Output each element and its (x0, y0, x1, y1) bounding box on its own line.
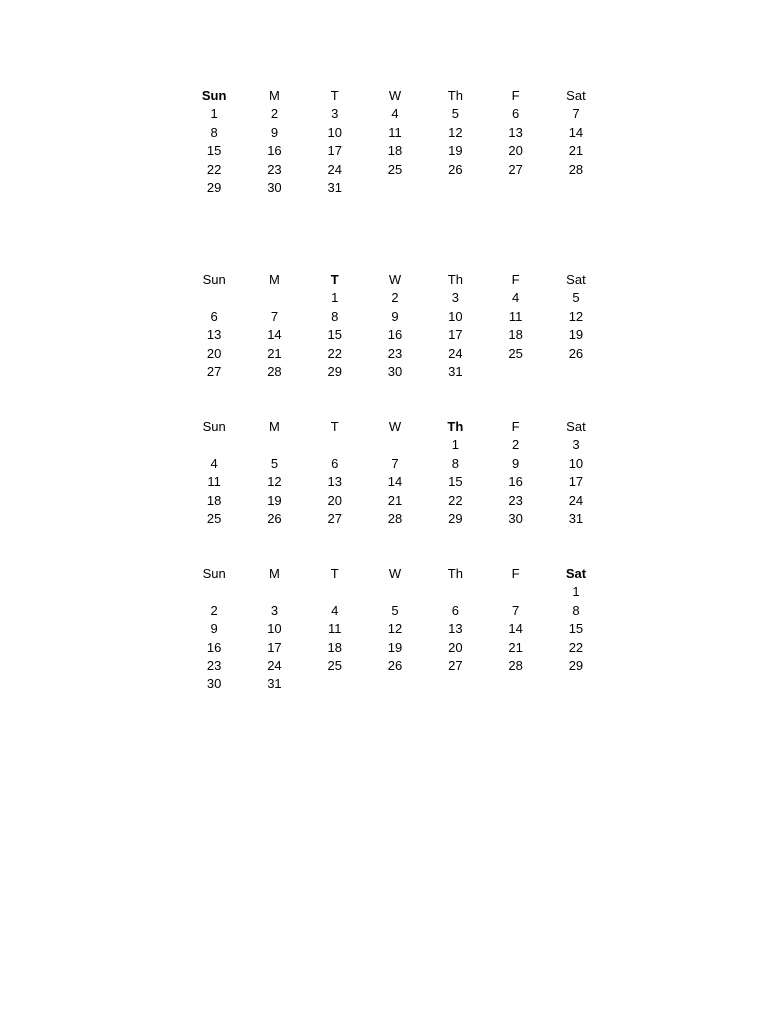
day-cell: 22 (327, 345, 342, 361)
day-cell: 7 (391, 455, 399, 471)
day-cell: 23 (508, 492, 523, 508)
day-cell (485, 179, 545, 197)
day-cell: 14 (568, 124, 584, 140)
day-cell (546, 363, 606, 381)
day-cell: 19 (387, 639, 403, 655)
day-cell: 23 (267, 161, 282, 177)
weekday-label: F (511, 566, 520, 581)
weekday-label: T (330, 272, 339, 287)
day-cell: 5 (391, 602, 399, 618)
day-cell: 18 (327, 639, 342, 655)
day-cell: 4 (512, 290, 520, 306)
day-cell: 30 (387, 363, 403, 379)
weekday-label: T (330, 88, 339, 103)
day-cell: 27 (448, 657, 463, 673)
month-calendar (184, 87, 606, 197)
day-cell: 12 (448, 124, 463, 140)
day-cell: 27 (206, 363, 222, 379)
day-cell: 1 (572, 584, 580, 600)
day-cell: 13 (327, 474, 342, 490)
day-cell: 6 (331, 455, 339, 471)
weekday-label: Sat (565, 566, 587, 581)
day-cell: 19 (448, 143, 463, 159)
week-row (184, 675, 606, 693)
day-cell: 24 (267, 657, 282, 673)
weekday-header-row (184, 87, 606, 105)
week-row (184, 455, 606, 473)
day-cell: 24 (448, 345, 463, 361)
day-cell: 8 (331, 308, 339, 324)
day-cell: 22 (206, 161, 222, 177)
day-cell: 23 (206, 657, 222, 673)
day-cell (305, 675, 365, 693)
month-calendar (184, 418, 606, 528)
day-cell: 20 (206, 345, 222, 361)
day-cell: 28 (568, 161, 584, 177)
day-cell: 28 (267, 363, 282, 379)
day-cell: 29 (448, 510, 463, 526)
day-cell (365, 436, 425, 454)
week-row (184, 161, 606, 179)
day-cell: 9 (391, 308, 399, 324)
day-cell: 17 (568, 474, 584, 490)
day-cell (485, 363, 545, 381)
day-cell: 26 (448, 161, 463, 177)
day-cell (546, 675, 606, 693)
week-row (184, 583, 606, 601)
weekday-label: F (511, 88, 520, 103)
day-cell (305, 583, 365, 601)
day-cell: 6 (451, 602, 459, 618)
day-cell: 26 (267, 510, 282, 526)
day-cell: 19 (267, 492, 282, 508)
day-cell (184, 583, 244, 601)
week-row (184, 105, 606, 123)
day-cell: 2 (270, 106, 279, 122)
day-cell: 16 (206, 639, 222, 655)
weekday-label: Th (447, 272, 463, 287)
weekday-header-row (184, 565, 606, 583)
day-cell: 25 (206, 510, 222, 526)
day-cell (425, 583, 485, 601)
day-cell: 18 (206, 492, 222, 508)
month-calendar (184, 271, 606, 381)
day-cell: 24 (327, 161, 342, 177)
week-row (184, 620, 606, 638)
day-cell: 18 (508, 327, 523, 343)
day-cell: 10 (448, 308, 463, 324)
week-row (184, 657, 606, 675)
day-cell: 29 (327, 363, 342, 379)
day-cell: 19 (568, 327, 584, 343)
week-row (184, 345, 606, 363)
week-row (184, 436, 606, 454)
week-row (184, 602, 606, 620)
day-cell: 17 (448, 327, 463, 343)
day-cell: 15 (327, 327, 342, 343)
day-cell (365, 583, 425, 601)
weekday-label: M (269, 272, 280, 287)
day-cell: 6 (210, 308, 218, 324)
day-cell: 27 (508, 161, 523, 177)
day-cell: 23 (387, 345, 403, 361)
weekday-label: T (330, 566, 339, 581)
day-cell: 7 (572, 106, 580, 122)
day-cell: 9 (512, 455, 520, 471)
day-cell: 10 (267, 621, 282, 637)
day-cell: 25 (327, 657, 342, 673)
day-cell: 21 (387, 492, 403, 508)
day-cell: 4 (331, 602, 339, 618)
weekday-label: W (388, 88, 402, 103)
day-cell: 29 (206, 179, 222, 195)
day-cell: 6 (512, 106, 520, 122)
day-cell: 5 (451, 106, 459, 122)
day-cell: 12 (267, 474, 282, 490)
day-cell (546, 179, 606, 197)
day-cell: 10 (327, 124, 342, 140)
week-row (184, 510, 606, 528)
day-cell (425, 675, 485, 693)
day-cell: 20 (448, 639, 463, 655)
weekday-label: W (388, 566, 402, 581)
day-cell: 20 (508, 143, 523, 159)
weekday-label: Sun (202, 566, 226, 581)
day-cell (305, 436, 365, 454)
day-cell: 21 (267, 345, 282, 361)
weekday-label: Th (447, 419, 464, 434)
day-cell: 1 (451, 437, 459, 453)
day-cell: 30 (206, 676, 222, 692)
day-cell (184, 289, 244, 307)
week-row (184, 363, 606, 381)
day-cell: 25 (387, 161, 403, 177)
month-calendar (184, 565, 606, 694)
weekday-label: Sun (202, 272, 226, 287)
day-cell (244, 583, 304, 601)
weekday-label: M (269, 88, 280, 103)
day-cell: 24 (568, 492, 584, 508)
weekday-label: T (330, 419, 339, 434)
day-cell: 4 (210, 455, 218, 471)
day-cell: 3 (572, 437, 580, 453)
day-cell: 10 (568, 455, 584, 471)
week-row (184, 492, 606, 510)
weekday-header-row (184, 271, 606, 289)
day-cell: 26 (568, 345, 584, 361)
day-cell: 11 (508, 308, 523, 324)
day-cell (244, 436, 304, 454)
day-cell: 9 (210, 621, 218, 637)
day-cell: 11 (327, 621, 342, 637)
day-cell: 2 (512, 437, 520, 453)
day-cell: 12 (568, 308, 584, 324)
day-cell (485, 583, 545, 601)
week-row (184, 179, 606, 197)
day-cell: 8 (451, 455, 459, 471)
weekday-label: F (511, 272, 520, 287)
day-cell: 20 (327, 492, 342, 508)
day-cell: 22 (568, 639, 584, 655)
day-cell: 11 (207, 474, 221, 490)
weekday-label: Sat (566, 272, 586, 287)
day-cell: 17 (327, 143, 342, 159)
day-cell: 30 (508, 510, 523, 526)
day-cell: 26 (387, 657, 403, 673)
weekday-header-row (184, 418, 606, 436)
weekday-label: Sat (566, 419, 586, 434)
day-cell: 11 (388, 124, 402, 140)
day-cell: 31 (568, 510, 584, 526)
day-cell: 25 (508, 345, 523, 361)
day-cell (184, 436, 244, 454)
day-cell: 14 (508, 621, 523, 637)
weekday-label: Sun (201, 88, 227, 103)
weekday-label: Sat (566, 88, 586, 103)
day-cell: 8 (210, 124, 218, 140)
day-cell: 2 (391, 290, 399, 306)
weekday-label: Sun (202, 419, 226, 434)
day-cell: 15 (206, 143, 222, 159)
day-cell: 13 (206, 327, 222, 343)
day-cell: 3 (451, 290, 459, 306)
weekday-label: Th (447, 566, 463, 581)
day-cell: 5 (270, 455, 279, 471)
day-cell: 14 (387, 474, 403, 490)
day-cell: 30 (267, 179, 282, 195)
day-cell: 13 (448, 621, 463, 637)
day-cell: 12 (387, 621, 403, 637)
day-cell: 31 (267, 676, 282, 692)
day-cell: 21 (568, 143, 584, 159)
week-row (184, 289, 606, 307)
day-cell: 4 (391, 106, 399, 122)
day-cell: 15 (448, 474, 463, 490)
weekday-label: M (269, 566, 280, 581)
day-cell: 21 (508, 639, 523, 655)
day-cell: 28 (508, 657, 523, 673)
day-cell: 18 (387, 143, 403, 159)
day-cell: 1 (331, 290, 339, 306)
weekday-label: F (511, 419, 520, 434)
week-row (184, 326, 606, 344)
week-row (184, 473, 606, 491)
weekday-label: W (388, 272, 402, 287)
day-cell: 31 (448, 363, 463, 379)
day-cell: 14 (267, 327, 282, 343)
day-cell: 31 (327, 179, 342, 195)
day-cell: 16 (267, 143, 282, 159)
day-cell (244, 289, 304, 307)
day-cell: 16 (508, 474, 523, 490)
day-cell: 1 (210, 106, 218, 122)
day-cell: 3 (331, 106, 339, 122)
day-cell: 13 (508, 124, 523, 140)
day-cell: 2 (210, 602, 218, 618)
week-row (184, 308, 606, 326)
day-cell: 9 (270, 124, 279, 140)
day-cell (425, 179, 485, 197)
week-row (184, 142, 606, 160)
day-cell: 16 (387, 327, 403, 343)
day-cell: 29 (568, 657, 584, 673)
day-cell: 5 (572, 290, 580, 306)
day-cell: 22 (448, 492, 463, 508)
day-cell: 17 (267, 639, 282, 655)
day-cell: 28 (387, 510, 403, 526)
weekday-label: M (269, 419, 280, 434)
day-cell (365, 675, 425, 693)
weekday-label: W (388, 419, 402, 434)
day-cell: 8 (572, 602, 580, 618)
day-cell (485, 675, 545, 693)
weekday-label: Th (447, 88, 463, 103)
week-row (184, 639, 606, 657)
day-cell (365, 179, 425, 197)
day-cell: 27 (327, 510, 342, 526)
day-cell: 7 (512, 602, 520, 618)
day-cell: 3 (270, 602, 279, 618)
day-cell: 15 (568, 621, 584, 637)
day-cell: 7 (270, 308, 279, 324)
week-row (184, 124, 606, 142)
